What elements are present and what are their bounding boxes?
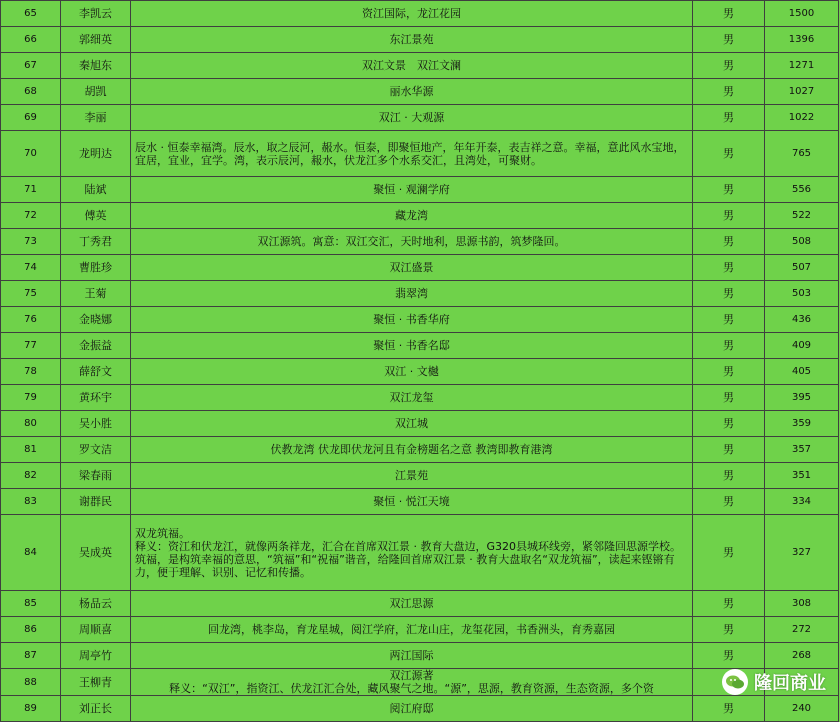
row-votes: 508 (765, 229, 839, 255)
row-votes: 272 (765, 617, 839, 643)
table-row (1, 385, 839, 411)
row-proposal: 两江国际 (131, 643, 693, 669)
row-votes: 436 (765, 307, 839, 333)
table-row (1, 515, 839, 591)
row-number: 83 (1, 489, 61, 515)
row-gender: 男 (693, 385, 765, 411)
row-proposal: 丽水华源 (131, 79, 693, 105)
row-votes: 765 (765, 131, 839, 177)
row-votes: 351 (765, 463, 839, 489)
row-proposal: 聚恒 · 书香名邸 (131, 333, 693, 359)
row-votes: 334 (765, 489, 839, 515)
row-number: 79 (1, 385, 61, 411)
row-proposal: 双江城 (131, 411, 693, 437)
table-body (1, 1, 839, 722)
row-proposal: 回龙湾，桃李岛，育龙星城，阅江学府，汇龙山庄，龙玺花园，书香洲头，育秀嘉园 (131, 617, 693, 643)
row-gender: 男 (693, 437, 765, 463)
row-gender: 男 (693, 105, 765, 131)
row-number: 87 (1, 643, 61, 669)
row-number: 70 (1, 131, 61, 177)
row-number: 85 (1, 591, 61, 617)
watermark (722, 669, 826, 695)
row-votes: 503 (765, 281, 839, 307)
row-number: 75 (1, 281, 61, 307)
row-proposal: 双龙筑福。 释义：资江和伏龙江，就像两条祥龙，汇合在首席双江景 · 教育大盘边，G320县城环线旁，紧邻隆回思源学校。筑福，是构筑幸福的意思，“筑福”和“祝福”谐音，给隆回首席双江景 · 教育大盘取名“双龙筑福”，读起来铿锵有力，便于理解、识别、记忆和传播。 (131, 515, 693, 591)
table-row (1, 105, 839, 131)
row-number: 78 (1, 359, 61, 385)
table-row (1, 79, 839, 105)
row-name: 曹胜珍 (61, 255, 131, 281)
row-proposal: 双江源著 释义：“双江”，指资江、伏龙江汇合处，藏风聚气之地。“源”，思源，教育资源，生态资源，多个资 (131, 669, 693, 696)
row-proposal: 东江景苑 (131, 27, 693, 53)
row-name: 金振益 (61, 333, 131, 359)
row-votes: 522 (765, 203, 839, 229)
row-name: 吴小胜 (61, 411, 131, 437)
row-number: 86 (1, 617, 61, 643)
row-votes: 395 (765, 385, 839, 411)
row-name: 周顺喜 (61, 617, 131, 643)
row-name: 胡凯 (61, 79, 131, 105)
row-name: 周亭竹 (61, 643, 131, 669)
row-gender: 男 (693, 515, 765, 591)
watermark-text: 隆回商业 (754, 673, 826, 694)
row-votes: 556 (765, 177, 839, 203)
table-row (1, 617, 839, 643)
row-number: 74 (1, 255, 61, 281)
row-proposal: 双江思源 (131, 591, 693, 617)
row-gender: 男 (693, 617, 765, 643)
row-votes: 268 (765, 643, 839, 669)
row-name: 薛舒文 (61, 359, 131, 385)
row-proposal: 聚恒 · 观澜学府 (131, 177, 693, 203)
row-name: 谢群民 (61, 489, 131, 515)
table-row (1, 203, 839, 229)
row-name: 丁秀君 (61, 229, 131, 255)
row-gender: 男 (693, 203, 765, 229)
row-votes: 405 (765, 359, 839, 385)
row-name: 秦旭东 (61, 53, 131, 79)
row-gender: 男 (693, 53, 765, 79)
row-proposal: 阅江府邸 (131, 696, 693, 722)
row-gender: 男 (693, 255, 765, 281)
table-row (1, 53, 839, 79)
row-gender: 男 (693, 489, 765, 515)
row-votes: 1271 (765, 53, 839, 79)
row-number: 68 (1, 79, 61, 105)
row-votes: 1027 (765, 79, 839, 105)
row-proposal: 双江源筑。寓意：双江交汇，天时地利，思源书韵，筑梦隆回。 (131, 229, 693, 255)
row-number: 71 (1, 177, 61, 203)
row-proposal: 双江文景 双江文澜 (131, 53, 693, 79)
row-gender: 男 (693, 281, 765, 307)
row-gender: 男 (693, 177, 765, 203)
row-number: 66 (1, 27, 61, 53)
row-gender: 男 (693, 27, 765, 53)
row-proposal: 资江国际，龙江花园 (131, 1, 693, 27)
row-name: 陆斌 (61, 177, 131, 203)
row-gender: 男 (693, 333, 765, 359)
row-gender: 男 (693, 463, 765, 489)
row-name: 梁春雨 (61, 463, 131, 489)
table-row (1, 411, 839, 437)
row-name: 李丽 (61, 105, 131, 131)
table-row (1, 696, 839, 722)
row-gender: 男 (693, 591, 765, 617)
table-row (1, 229, 839, 255)
row-name: 杨品云 (61, 591, 131, 617)
table-row (1, 1, 839, 27)
table-row (1, 27, 839, 53)
row-name: 傅英 (61, 203, 131, 229)
row-name: 刘正长 (61, 696, 131, 722)
row-proposal: 双江盛景 (131, 255, 693, 281)
row-proposal: 聚恒 · 悦江天境 (131, 489, 693, 515)
table-row (1, 131, 839, 177)
row-votes: 357 (765, 437, 839, 463)
row-gender: 男 (693, 79, 765, 105)
table-row (1, 177, 839, 203)
row-number: 76 (1, 307, 61, 333)
table-row (1, 669, 839, 696)
row-proposal: 辰水 · 恒泰幸福湾。辰水，取之辰河，赧水。恒泰，即聚恒地产，年年开泰，表吉祥之意。幸福，意此风水宝地，宜居，宜业，宜学。湾，表示辰河，赧水，伏龙江多个水系交汇，且湾处，可聚财。 (131, 131, 693, 177)
row-gender: 男 (693, 359, 765, 385)
row-number: 88 (1, 669, 61, 696)
row-proposal: 双江 · 大观源 (131, 105, 693, 131)
table-row (1, 489, 839, 515)
row-number: 80 (1, 411, 61, 437)
row-number: 65 (1, 1, 61, 27)
row-proposal: 双江龙玺 (131, 385, 693, 411)
table-row (1, 359, 839, 385)
row-number: 72 (1, 203, 61, 229)
row-gender: 男 (693, 1, 765, 27)
row-gender: 男 (693, 643, 765, 669)
row-name: 龙明达 (61, 131, 131, 177)
row-name: 黄环宇 (61, 385, 131, 411)
row-name: 郭细英 (61, 27, 131, 53)
row-proposal: 藏龙湾 (131, 203, 693, 229)
row-number: 73 (1, 229, 61, 255)
row-votes: 240 (765, 696, 839, 722)
table-row (1, 437, 839, 463)
row-gender: 男 (693, 411, 765, 437)
table-row (1, 643, 839, 669)
row-votes: 409 (765, 333, 839, 359)
row-votes: 327 (765, 515, 839, 591)
row-number: 84 (1, 515, 61, 591)
wechat-icon (722, 669, 748, 695)
row-votes: 1500 (765, 1, 839, 27)
row-proposal: 伏教龙湾 伏龙即伏龙河且有金榜题名之意 教湾即教育港湾 (131, 437, 693, 463)
row-number: 81 (1, 437, 61, 463)
row-gender: 男 (693, 696, 765, 722)
row-name: 王柳青 (61, 669, 131, 696)
row-votes: 359 (765, 411, 839, 437)
row-proposal: 江景苑 (131, 463, 693, 489)
row-proposal: 翡翠湾 (131, 281, 693, 307)
row-name: 罗文洁 (61, 437, 131, 463)
row-proposal: 双江 · 文樾 (131, 359, 693, 385)
table-row (1, 307, 839, 333)
table-row (1, 463, 839, 489)
row-name: 李凯云 (61, 1, 131, 27)
row-votes: 507 (765, 255, 839, 281)
row-number: 89 (1, 696, 61, 722)
table-row (1, 255, 839, 281)
row-gender: 男 (693, 307, 765, 333)
row-name: 王菊 (61, 281, 131, 307)
row-proposal: 聚恒 · 书香华府 (131, 307, 693, 333)
table-row (1, 591, 839, 617)
row-number: 67 (1, 53, 61, 79)
row-name: 金晓娜 (61, 307, 131, 333)
row-gender: 男 (693, 131, 765, 177)
table-row (1, 281, 839, 307)
row-number: 77 (1, 333, 61, 359)
table-row (1, 333, 839, 359)
row-votes: 1396 (765, 27, 839, 53)
row-number: 69 (1, 105, 61, 131)
row-name: 吴成英 (61, 515, 131, 591)
row-gender: 男 (693, 229, 765, 255)
row-votes: 1022 (765, 105, 839, 131)
row-number: 82 (1, 463, 61, 489)
row-votes: 308 (765, 591, 839, 617)
